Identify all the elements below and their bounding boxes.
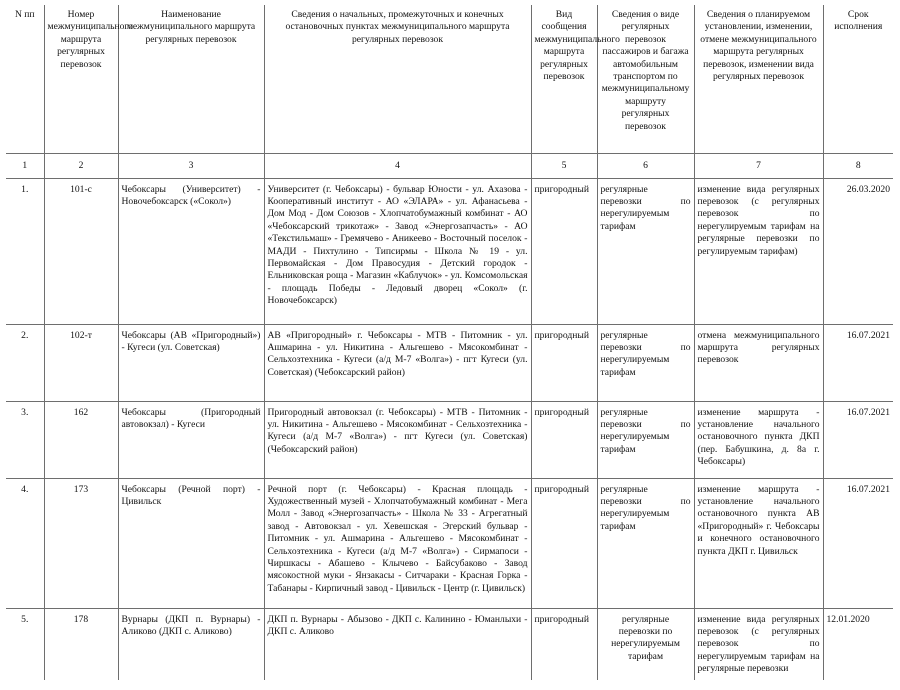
planned-change: отмена межмуниципального маршрута регулярных перевозок bbox=[694, 324, 823, 401]
planned-change: изменение вида регулярных перевозок (с регулярных перевозок по нерегулируемым тарифам на регулярные перевозки по регулируемым тарифам) bbox=[694, 178, 823, 324]
header-cell: Номер межмуниципального маршрута регулярных перевозок bbox=[44, 5, 118, 153]
route-type: пригородный bbox=[531, 324, 597, 401]
header-cell: Сведения о виде регулярных перевозок пассажиров и багажа автомобильным транспортом по межмуниципальному маршруту регулярных перевозок bbox=[597, 5, 694, 153]
column-number: 8 bbox=[823, 153, 893, 178]
route-type: пригородный bbox=[531, 608, 597, 680]
deadline: 16.07.2021 bbox=[823, 478, 893, 608]
row-number: 3. bbox=[6, 401, 44, 478]
table-row bbox=[6, 178, 893, 324]
planned-change: изменение маршрута - установление начального остановочного пункта АВ «Пригородный» г. Чебоксары и конечного остановочного пункта ДКП г. Цивильск bbox=[694, 478, 823, 608]
column-number: 6 bbox=[597, 153, 694, 178]
route-stops: Речной порт (г. Чебоксары) - Красная площадь - Художественный музей - Хлопчатобумажный комбинат - Мега Молл - Завод «Энергозапчасть» - Школа № 33 - Агрегатный завод - Автовокзал - ул. Хевешская - Эгерский бульвар - Питомник - ул. Ашмарина - Альгешево - Мясокомбинат - Сельхозтехника - Кугеси (а/д М-7 «Волга») - Сирмапоси - Чиршкасы - Абашево - Клычево - Байсубаково - Завод мясокостной муки - Янзакасы - Ситчараки - Красная Горка - Табанары - Кирпичный завод - Цивильск - Центр (г. Цивильск) bbox=[264, 478, 531, 608]
route-number: 173 bbox=[44, 478, 118, 608]
table-row bbox=[6, 608, 893, 680]
route-stops: Университет (г. Чебоксары) - бульвар Юности - ул. Ахазова - Кооперативный институт - АО «ЭЛАРА» - ул. Афанасьева - Дом Мод - Дом Союзов - Хлопчатобумажный комбинат - АО «Чебоксарский трикотаж» - Завод «Энергозапчасть» - АО «Текстильмаш» - Гремячево - Аникеево - Восточный поселок - МАДИ - Пихтулино - Типсирмы - Школа № 19 - ул. Первомайская - Дом Правосудия - Детский городок - Ельниковская роща - Магазин «Каблучок» - ул. Комсомольская - площадь Победы - Ледовый дворец «Сокол» (г. Новочебоксарск) bbox=[264, 178, 531, 324]
route-name: Чебоксары (Речной порт) - Цивильск bbox=[118, 478, 264, 608]
route-type: пригородный bbox=[531, 478, 597, 608]
row-number: 5. bbox=[6, 608, 44, 680]
column-number: 2 bbox=[44, 153, 118, 178]
route-name: Вурнары (ДКП п. Вурнары) - Аликово (ДКП с. Аликово) bbox=[118, 608, 264, 680]
deadline: 12.01.2020 bbox=[826, 613, 870, 625]
row-number: 1. bbox=[6, 178, 44, 324]
route-number: 178 bbox=[44, 608, 118, 680]
transport-kind: регулярные перевозки по нерегулируемым тарифам bbox=[597, 478, 694, 608]
column-number: 3 bbox=[118, 153, 264, 178]
row-number: 2. bbox=[6, 324, 44, 401]
header-cell: Сведения о планируемом установлении, изменении, отмене межмуниципального маршрута регулярных перевозок, изменении вида регулярных перевозок bbox=[694, 5, 823, 153]
column-number-row bbox=[6, 153, 893, 178]
transport-kind: регулярные перевозки по нерегулируемым тарифам bbox=[597, 401, 694, 478]
route-stops: АВ «Пригородный» г. Чебоксары - МТВ - Питомник - ул. Ашмарина - ул. Никитина - Альгешево - Мясокомбинат - Сельхозтехника - Кугеси (а/д М-7 «Волга») - пгт Кугеси (ул. Советская) (Чебоксарский район) bbox=[264, 324, 531, 401]
route-type: пригородный bbox=[531, 401, 597, 478]
deadline: 16.07.2021 bbox=[823, 324, 893, 401]
planned-change: изменение маршрута - установление начального остановочного пункта ДКП (пер. Бабушкина, д. 8а г. Чебоксары) bbox=[694, 401, 823, 478]
route-stops: ДКП п. Вурнары - Абызово - ДКП с. Калинино - Юманлыхи - ДКП с. Аликово bbox=[264, 608, 531, 680]
planned-change: изменение вида регулярных перевозок (с регулярных перевозок по нерегулируемым тарифам на регулярные перевозки bbox=[694, 608, 823, 680]
route-name: Чебоксары (Пригородный автовокзал) - Кугеси bbox=[118, 401, 264, 478]
header-cell: Вид сообщения межмуниципального маршрута регулярных перевозок bbox=[531, 5, 597, 153]
column-number: 5 bbox=[531, 153, 597, 178]
header-cell: Сведения о начальных, промежуточных и конечных остановочных пунктах межмуниципального маршрута регулярных перевозок bbox=[264, 5, 531, 153]
route-stops: Пригородный автовокзал (г. Чебоксары) - МТВ - Питомник - ул. Никитина - Альгешево - Мясокомбинат - Сельхозтехника - Кугеси (а/д М-7 «Волга») - пгт Кугеси (ул. Советская) (Чебоксарский район) bbox=[264, 401, 531, 478]
table-row bbox=[6, 401, 893, 478]
route-name: Чебоксары (Университет) - Новочебоксарск («Сокол») bbox=[118, 178, 264, 324]
column-number: 1 bbox=[6, 153, 44, 178]
header-cell: N пп bbox=[6, 5, 44, 153]
route-number: 162 bbox=[44, 401, 118, 478]
transport-kind: регулярные перевозки по нерегулируемым тарифам bbox=[597, 324, 694, 401]
deadline: 26.03.2020 bbox=[823, 178, 893, 324]
route-number: 101-с bbox=[44, 178, 118, 324]
header-cell: Наименование межмуниципального маршрута регулярных перевозок bbox=[118, 5, 264, 153]
table-row bbox=[6, 324, 893, 401]
header-cell: Срок исполнения bbox=[834, 9, 883, 33]
row-number: 4. bbox=[6, 478, 44, 608]
deadline: 16.07.2021 bbox=[823, 401, 893, 478]
table-row bbox=[6, 478, 893, 608]
routes-table bbox=[6, 5, 893, 680]
route-number: 102-т bbox=[44, 324, 118, 401]
column-number: 7 bbox=[694, 153, 823, 178]
transport-kind: регулярные перевозки по нерегулируемым тарифам bbox=[597, 178, 694, 324]
transport-kind: регулярные перевозки по нерегулируемым тарифам bbox=[597, 608, 694, 680]
route-name: Чебоксары (АВ «Пригородный») - Кугеси (ул. Советская) bbox=[118, 324, 264, 401]
table-header-row bbox=[6, 5, 893, 153]
route-type: пригородный bbox=[531, 178, 597, 324]
column-number: 4 bbox=[264, 153, 531, 178]
